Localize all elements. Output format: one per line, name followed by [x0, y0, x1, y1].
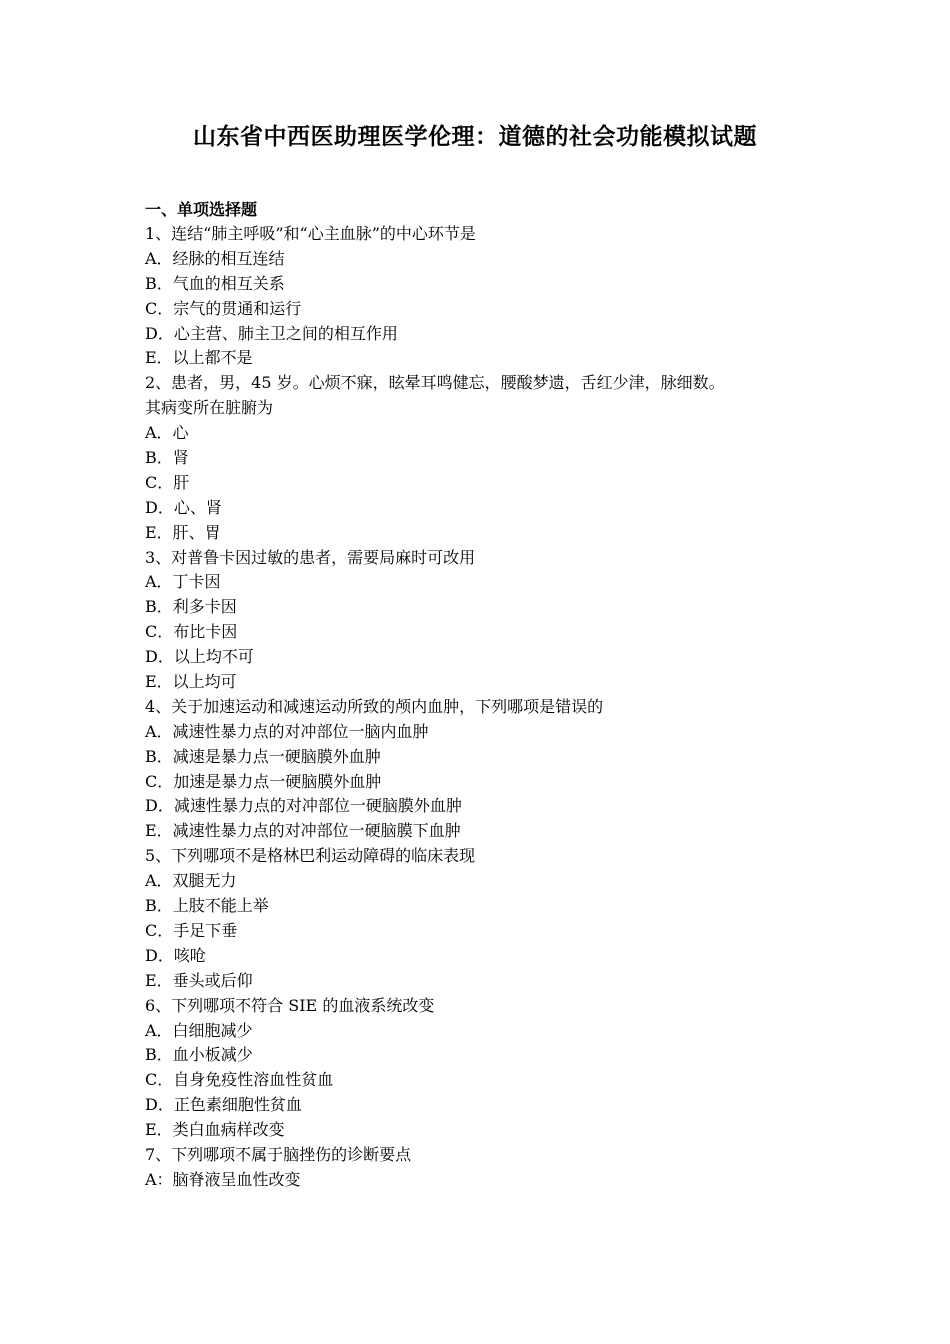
text-line: A．双腿无力 [145, 871, 237, 891]
text-line: D．减速性暴力点的对冲部位一硬脑膜外血肿 [145, 796, 462, 816]
text-line: D．咳呛 [145, 945, 206, 965]
text-line: 2、患者，男，45 岁。心烦不寐，眩晕耳鸣健忘，腰酸梦遗，舌红少津，脉细数。 [145, 373, 725, 393]
text-line: C．加速是暴力点一硬脑膜外血肿 [145, 771, 382, 791]
text-line: A．丁卡因 [145, 572, 221, 592]
text-line: B．上肢不能上举 [145, 896, 269, 916]
document-title: 山东省中西医助理医学伦理：道德的社会功能模拟试题 [193, 123, 757, 150]
text-line: 6、下列哪项不符合 SIE 的血液系统改变 [145, 995, 435, 1015]
text-line: C．肝 [145, 472, 190, 492]
text-line: 5、下列哪项不是格林巴利运动障碍的临床表现 [145, 846, 476, 866]
text-line: 3、对普鲁卡因过敏的患者，需要局麻时可改用 [145, 547, 476, 567]
text-line: D．以上均不可 [145, 647, 254, 667]
text-line: D．心、肾 [145, 497, 222, 517]
text-line: A：脑脊液呈血性改变 [145, 1169, 301, 1189]
text-line: A．减速性暴力点的对冲部位一脑内血肿 [145, 721, 429, 741]
question-list [145, 197, 815, 1193]
text-line: A．心 [145, 423, 189, 443]
text-line: E．以上都不是 [145, 348, 253, 368]
text-line: E．减速性暴力点的对冲部位一硬脑膜下血肿 [145, 821, 461, 841]
text-line: E．以上均可 [145, 672, 237, 692]
text-line: C．手足下垂 [145, 920, 238, 940]
text-line: B．气血的相互关系 [145, 273, 285, 293]
text-line: 其病变所在脏腑为 [145, 398, 274, 418]
text-line: A．白细胞减少 [145, 1020, 253, 1040]
text-line: E．类白血病样改变 [145, 1120, 285, 1140]
text-line: B．减速是暴力点一硬脑膜外血肿 [145, 746, 381, 766]
text-line: E．垂头或后仰 [145, 970, 253, 990]
text-line: 4、关于加速运动和减速运动所致的颅内血肿，下列哪项是错误的 [145, 696, 604, 716]
text-line: 1、连结“肺主呼吸”和“心主血脉”的中心环节是 [145, 224, 476, 243]
text-line: B．血小板减少 [145, 1045, 253, 1065]
question-lines [145, 222, 815, 1193]
text-line: D．心主营、肺主卫之间的相互作用 [145, 323, 398, 343]
text-line: 7、下列哪项不属于脑挫伤的诊断要点 [145, 1144, 412, 1164]
text-line: D．正色素细胞性贫血 [145, 1095, 302, 1115]
text-line: B．肾 [145, 448, 189, 468]
text-line: A．经脉的相互连结 [145, 248, 285, 268]
text-line: C．宗气的贯通和运行 [145, 298, 302, 318]
text-line: C．自身免疫性溶血性贫血 [145, 1070, 334, 1090]
text-line: B．利多卡因 [145, 597, 237, 617]
text-line: C．布比卡因 [145, 622, 238, 642]
section-heading: 一、单项选择题 [145, 200, 258, 219]
text-line: E．肝、胃 [145, 522, 221, 542]
